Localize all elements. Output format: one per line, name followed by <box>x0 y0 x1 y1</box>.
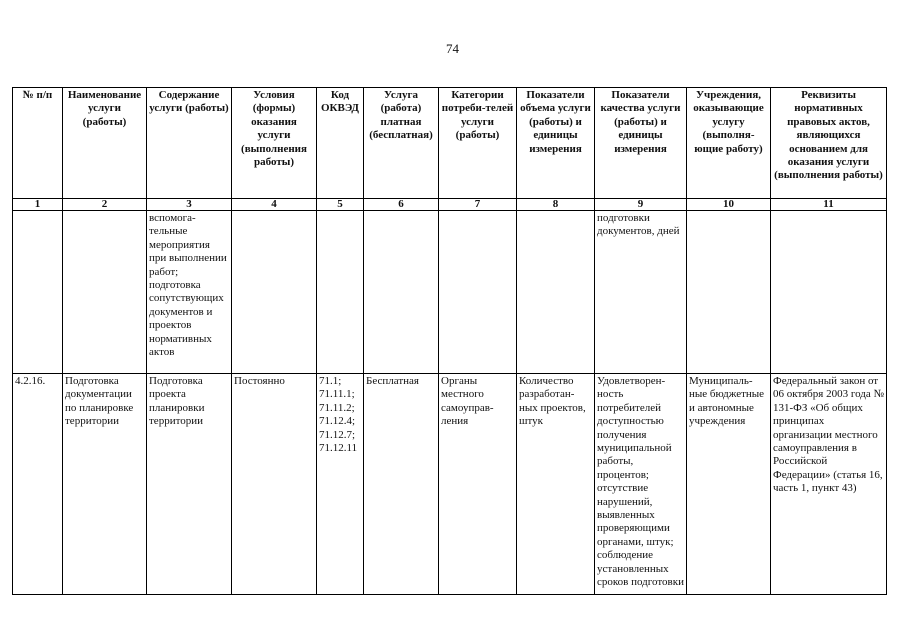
column-number: 7 <box>439 199 517 211</box>
table-cell: Подготовка документации по планировке территории <box>63 374 147 595</box>
table-cell: вспомога-тельные мероприятия при выполнении работ; подготовка сопутствующих документов и проектов нормативных актов <box>147 211 232 374</box>
table-cell: Количество разработан-ных проектов, штук <box>517 374 595 595</box>
header-cell-legal-acts: Реквизиты нормативных правовых актов, являющихся основанием для оказания услуги (выполнения работы) <box>771 88 887 199</box>
table-cell <box>687 211 771 374</box>
table-cell: Подготовка проекта планировки территории <box>147 374 232 595</box>
column-number: 6 <box>364 199 439 211</box>
table-cell: Удовлетворен-ность потребителей доступностью получения муниципальной работы, процентов; отсутствие нарушений, выявленных проверяющими органами, штук; соблюдение установленных сроков подготовки <box>595 374 687 595</box>
column-number: 10 <box>687 199 771 211</box>
header-cell-number: № п/п <box>13 88 63 199</box>
column-number: 5 <box>317 199 364 211</box>
table-cell: Муниципаль-ные бюджетные и автономные учреждения <box>687 374 771 595</box>
column-number: 9 <box>595 199 687 211</box>
table-row-continuation <box>13 211 887 374</box>
table-cell <box>13 211 63 374</box>
column-number-row <box>13 199 887 211</box>
table-cell <box>771 211 887 374</box>
column-number: 2 <box>63 199 147 211</box>
header-cell-service-name: Наименование услуги (работы) <box>63 88 147 199</box>
page-number: 74 <box>446 41 459 56</box>
header-cell-institutions: Учреждения, оказывающие услугу (выполня-ющие работу) <box>687 88 771 199</box>
table-cell <box>517 211 595 374</box>
table-cell <box>317 211 364 374</box>
header-cell-paid: Услуга (работа) платная (бесплатная) <box>364 88 439 199</box>
header-cell-service-content: Содержание услуги (работы) <box>147 88 232 199</box>
column-number: 4 <box>232 199 317 211</box>
table-cell: подготовки документов, дней <box>595 211 687 374</box>
services-register-table <box>12 87 887 595</box>
table-cell <box>364 211 439 374</box>
column-number: 1 <box>13 199 63 211</box>
table-cell: Органы местного самоуправ-ления <box>439 374 517 595</box>
table-cell: Постоянно <box>232 374 317 595</box>
table-cell <box>63 211 147 374</box>
table-cell <box>232 211 317 374</box>
table-header-row <box>13 88 887 199</box>
header-cell-okved: Код ОКВЭД <box>317 88 364 199</box>
table-cell: 4.2.16. <box>13 374 63 595</box>
table-cell: Бесплатная <box>364 374 439 595</box>
table-row-4-2-16 <box>13 374 887 595</box>
table-cell: 71.1; 71.11.1; 71.11.2; 71.12.4; 71.12.7; 71.12.11 <box>317 374 364 595</box>
header-cell-volume: Показатели объема услуги (работы) и единицы измерения <box>517 88 595 199</box>
header-cell-consumers: Категории потреби-телей услуги (работы) <box>439 88 517 199</box>
header-cell-quality: Показатели качества услуги (работы) и единицы измерения <box>595 88 687 199</box>
column-number: 8 <box>517 199 595 211</box>
column-number: 3 <box>147 199 232 211</box>
table-cell: Федеральный закон от 06 октября 2003 года № 131-ФЗ «Об общих принципах организации местного самоуправления в Российской Федерации» (статья 16, часть 1, пункт 43) <box>771 374 887 595</box>
table-cell <box>439 211 517 374</box>
column-number: 11 <box>771 199 887 211</box>
header-cell-conditions: Условия (формы) оказания услуги (выполнения работы) <box>232 88 317 199</box>
